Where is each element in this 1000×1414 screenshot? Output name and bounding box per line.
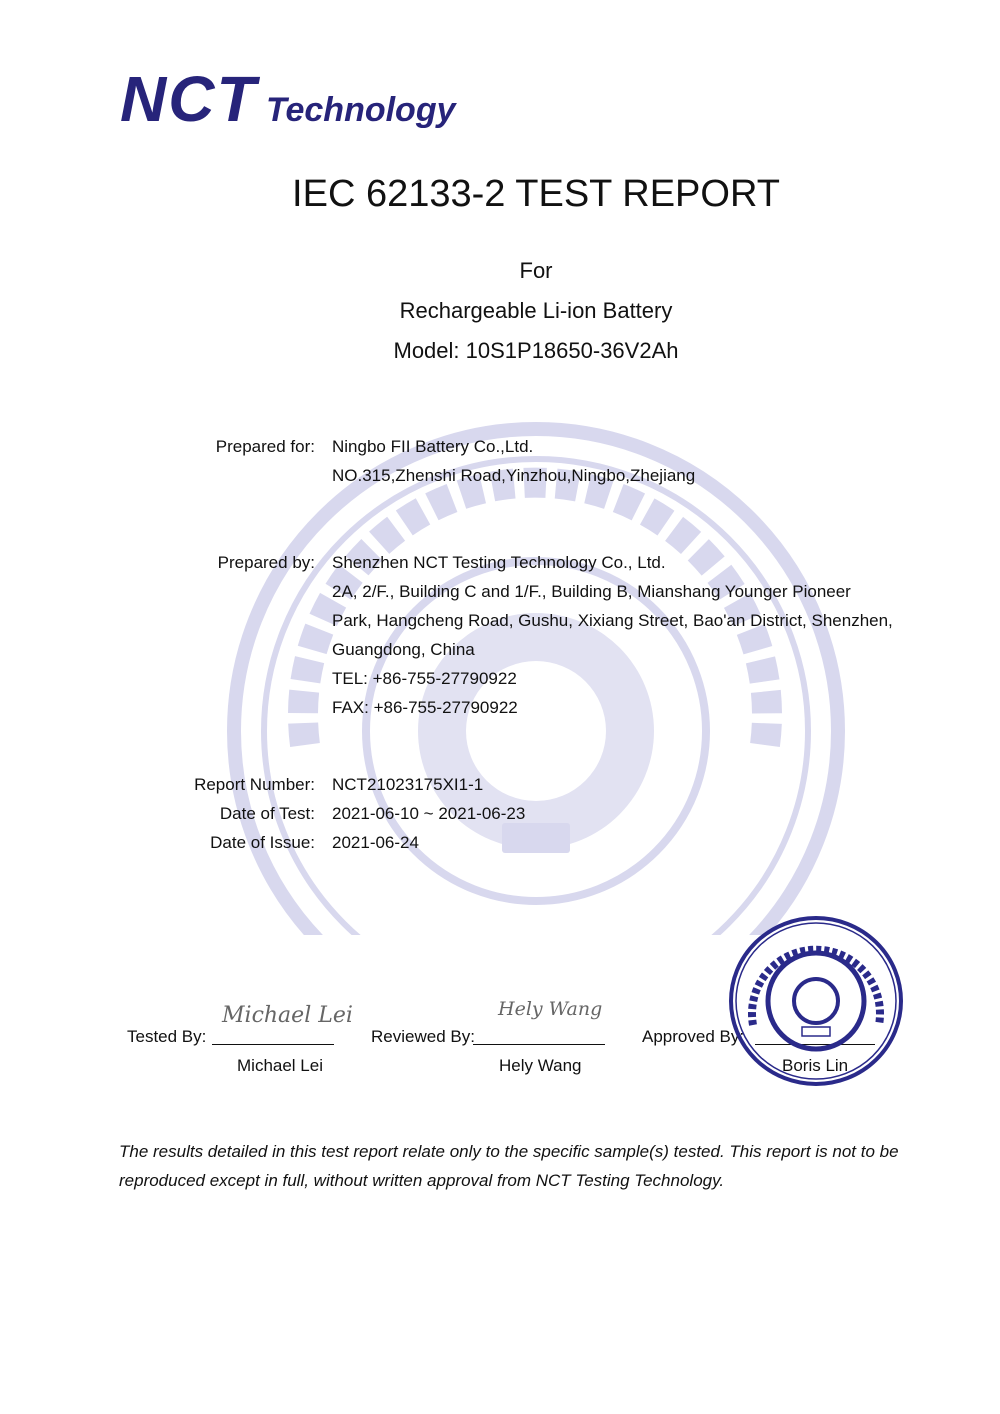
stamp-year-mark <box>802 1027 830 1036</box>
prepared-by-line: FAX: +86-755-27790922 <box>332 698 518 717</box>
reviewed-by-line <box>473 1044 605 1045</box>
prepared-by-label: Prepared by: <box>217 553 315 572</box>
tested-by-label: Tested By: <box>127 1027 207 1046</box>
prepared-by-line: Guangdong, China <box>332 640 475 659</box>
reviewed-by-label: Reviewed By: <box>371 1027 475 1046</box>
for-label: For <box>519 258 553 283</box>
model: Model: 10S1P18650-36V2Ah <box>393 338 679 363</box>
prepared-for-label: Prepared for: <box>215 437 315 456</box>
reviewed-by-name: Hely Wang <box>499 1056 582 1075</box>
watermark-year-mark <box>502 823 570 853</box>
page-title: IEC 62133-2 TEST REPORT <box>292 173 780 215</box>
logo-subtitle: Technology <box>265 91 456 129</box>
approved-by-label: Approved By: <box>642 1027 745 1046</box>
product-name: Rechargeable Li-ion Battery <box>399 298 673 323</box>
nct-logo <box>120 62 456 136</box>
approved-by-name: Boris Lin <box>782 1056 849 1075</box>
tested-by-name: Michael Lei <box>237 1056 323 1075</box>
date-of-test: 2021-06-10 ~ 2021-06-23 <box>332 804 526 823</box>
tested-by-signature: Michael Lei <box>222 1003 353 1028</box>
tested-by-line <box>212 1044 334 1045</box>
prepared-for-line: NO.315,Zhenshi Road,Yinzhou,Ningbo,Zhejiang <box>332 466 696 485</box>
date-of-issue-label: Date of Issue: <box>210 833 315 852</box>
disclaimer-line: The results detailed in this test report relate only to the specific sample(s) tested. This report is not to be <box>119 1142 899 1161</box>
prepared-for-line: Ningbo FII Battery Co.,Ltd. <box>332 437 534 456</box>
watermark-seal <box>220 415 850 935</box>
disclaimer-line: reproduced except in full, without written approval from NCT Testing Technology. <box>119 1171 725 1190</box>
prepared-by-line: 2A, 2/F., Building C and 1/F., Building B, Mianshang Younger Pioneer <box>332 582 851 601</box>
report-number-label: Report Number: <box>194 775 315 794</box>
report-number: NCT21023175XI1-1 <box>332 775 484 794</box>
date-of-issue: 2021-06-24 <box>332 833 419 852</box>
logo-brand: NCT <box>120 63 258 135</box>
date-of-test-label: Date of Test: <box>219 804 315 823</box>
prepared-by-line: Shenzhen NCT Testing Technology Co., Ltd. <box>332 553 666 572</box>
prepared-by-line: TEL: +86-755-27790922 <box>332 669 517 688</box>
prepared-by-line: Park, Hangcheng Road, Gushu, Xixiang Street, Bao'an District, Shenzhen, <box>332 611 893 630</box>
reviewed-by-signature: Hely Wang <box>498 998 603 1020</box>
